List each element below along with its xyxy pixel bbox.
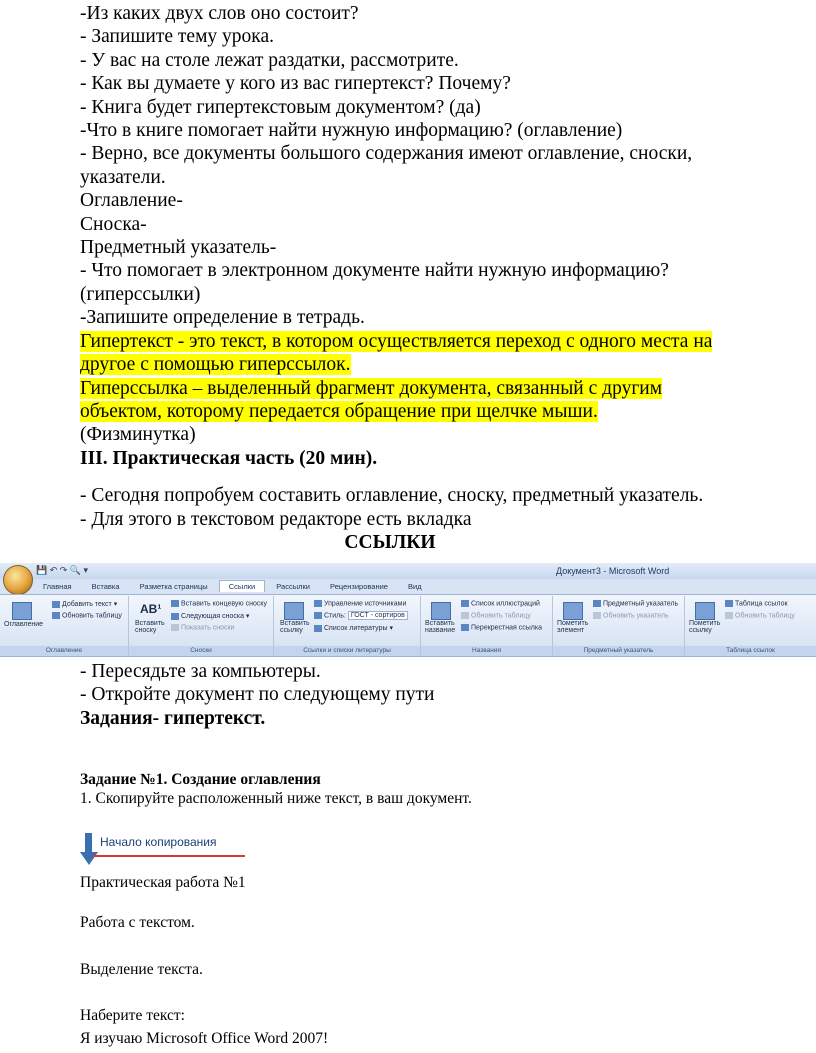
insert-footnote-button[interactable]: Вставить сноску (135, 620, 165, 634)
group-label: Сноски (129, 646, 273, 656)
bibliography-button[interactable]: Список литературы ▾ (314, 624, 393, 632)
update-figures-button[interactable]: Обновить таблицу (461, 612, 531, 619)
text-block-after (80, 660, 780, 730)
add-text-icon (52, 601, 60, 608)
group-citations (274, 596, 421, 656)
text-line: -Из каких двух слов оно состоит? (80, 3, 359, 24)
mark-citation-button[interactable]: Пометить ссылку (689, 620, 721, 634)
group-captions (421, 596, 553, 656)
insert-endnote-button[interactable]: Вставить концевую сноску (171, 600, 267, 607)
insert-citation-button[interactable]: Вставить ссылку (280, 620, 310, 634)
definition-hyperlink-cont: объектом, которому передается обращение при щелчке мыши. (80, 400, 598, 422)
text-line: Сноска- (80, 213, 147, 235)
text-line: указатели. (80, 166, 166, 188)
text-line: - У вас на столе лежат раздатки, рассмотрите. (80, 49, 459, 71)
show-notes-icon (171, 624, 179, 631)
insert-index-button[interactable]: Предметный указатель (593, 600, 678, 607)
text-line: Предметный указатель- (80, 237, 277, 259)
tab-mailings[interactable]: Рассылки (276, 582, 310, 591)
toa-icon (725, 600, 733, 607)
task1-step: 1. Скопируйте расположенный ниже текст, в ваш документ. (80, 790, 472, 807)
update-icon (461, 612, 469, 619)
group-label: Таблица ссылок (685, 646, 816, 656)
text-block-top (80, 2, 780, 554)
group-label: Названия (421, 646, 552, 656)
next-footnote-button[interactable]: Следующая сноска ▾ (171, 612, 249, 620)
section-title: III. Практическая часть (20 мин). (80, 447, 378, 469)
practice-title: Практическая работа №1 (80, 874, 246, 891)
group-toc (0, 596, 129, 656)
word-ribbon-image (0, 563, 816, 657)
group-label: Предметный указатель (553, 646, 684, 656)
tab-references[interactable]: Ссылки (219, 580, 265, 592)
tab-page-layout[interactable]: Разметка страницы (139, 582, 208, 591)
mark-citation-icon (695, 602, 715, 620)
text-line: - Верно, все документы большого содержания имеют оглавление, сноски, (80, 143, 693, 165)
quick-access-toolbar: 💾 ↶ ↷ 🔍 ▾ (36, 565, 89, 575)
update-icon (52, 612, 60, 619)
group-footnotes (129, 596, 274, 656)
style-select[interactable]: ГОСТ - сортиров (348, 611, 408, 620)
text-line: - Сегодня попробуем составить оглавление, сноску, предметный указатель. (80, 485, 704, 507)
text-line: - Для этого в текстовом редакторе есть вкладка (80, 508, 472, 530)
text-line: - Книга будет гипертекстовым документом? (да) (80, 96, 481, 118)
show-notes-button[interactable]: Показать сноски (171, 624, 234, 631)
toc-button[interactable]: Оглавление (4, 621, 44, 628)
ribbon-groups (0, 594, 816, 657)
update-icon (725, 612, 733, 619)
add-text-button[interactable]: Добавить текст ▾ (52, 600, 117, 608)
text-line: -Запишите определение в тетрадь. (80, 307, 365, 329)
update-table-button[interactable]: Обновить таблицу (52, 612, 122, 619)
spacer (80, 470, 780, 484)
table-of-figures-button[interactable]: Список иллюстраций (461, 600, 540, 607)
definition-hyperlink: Гиперссылка – выделенный фрагмент документа, связанный с другим (80, 377, 663, 399)
figures-icon (461, 600, 469, 607)
title-bar (0, 563, 816, 579)
tab-home[interactable]: Главная (43, 582, 72, 591)
practice-line: Выделение текста. (80, 961, 203, 978)
footnote-icon: AB¹ (140, 602, 162, 616)
sources-icon (314, 600, 322, 607)
tab-view[interactable]: Вид (408, 582, 422, 591)
definition-hypertext-cont: другое с помощью гиперссылок. (80, 354, 351, 376)
task1-block (80, 770, 780, 808)
practice-line: Работа с текстом. (80, 914, 195, 931)
update-icon (593, 612, 601, 619)
insert-toa-button[interactable]: Таблица ссылок (725, 600, 788, 607)
next-icon (171, 613, 179, 620)
group-label: Ссылки и списки литературы (274, 646, 420, 656)
mark-entry-icon (563, 602, 583, 620)
style-selector[interactable]: Стиль: ГОСТ - сортиров (314, 612, 408, 619)
bibliography-icon (314, 625, 322, 632)
citation-icon (284, 602, 304, 620)
text-line: -Что в книге помогает найти нужную информацию? (оглавление) (80, 120, 623, 142)
fizminutka: (Физминутка) (80, 424, 196, 446)
text-line: Оглавление- (80, 190, 183, 212)
tasks-title: Задания- гипертекст. (80, 707, 266, 729)
endnote-icon (171, 600, 179, 607)
practice-line: Наберите текст: (80, 1007, 185, 1024)
group-label: Оглавление (0, 646, 128, 656)
text-line: - Что помогает в электронном документе найти нужную информацию? (80, 260, 669, 282)
cross-ref-icon (461, 624, 469, 631)
update-toa-button[interactable]: Обновить таблицу (725, 612, 795, 619)
mark-entry-button[interactable]: Пометить элемент (557, 620, 589, 634)
toc-icon (12, 602, 32, 620)
text-line: (гиперссылки) (80, 283, 201, 305)
ribbon-tabs (34, 580, 431, 594)
copy-start-label: Начало копирования (100, 835, 217, 849)
style-icon (314, 612, 322, 619)
tab-insert[interactable]: Вставка (91, 582, 120, 591)
update-index-button[interactable]: Обновить указатель (593, 612, 669, 619)
tab-heading: ССЫЛКИ (344, 531, 436, 553)
group-index (553, 596, 685, 656)
down-arrow-icon (85, 833, 92, 854)
copy-underline (92, 855, 245, 857)
text-line: - Как вы думаете у кого из вас гипертекст? Почему? (80, 73, 511, 95)
index-icon (593, 600, 601, 607)
tab-review[interactable]: Рецензирование (330, 582, 388, 591)
text-line: - Пересядьте за компьютеры. (80, 661, 321, 682)
text-line: - Откройте документ по следующему пути (80, 684, 435, 706)
practice-line: Я изучаю Microsoft Office Word 2007! (80, 1030, 329, 1047)
text-line: - Запишите тему урока. (80, 26, 275, 48)
caption-icon (431, 602, 451, 620)
window-title: Документ3 - Microsoft Word (556, 566, 670, 576)
manage-sources-button[interactable]: Управление источниками (314, 600, 406, 607)
insert-caption-button[interactable]: Вставить название (425, 620, 456, 634)
cross-reference-button[interactable]: Перекрестная ссылка (461, 624, 542, 631)
task1-title: Задание №1. Создание оглавления (80, 771, 321, 788)
down-arrow-head-icon (80, 852, 98, 865)
office-button-icon[interactable] (3, 565, 33, 595)
definition-hypertext: Гипертекст - это текст, в котором осуществляется переход с одного места на (80, 330, 713, 352)
group-toa (685, 596, 816, 656)
